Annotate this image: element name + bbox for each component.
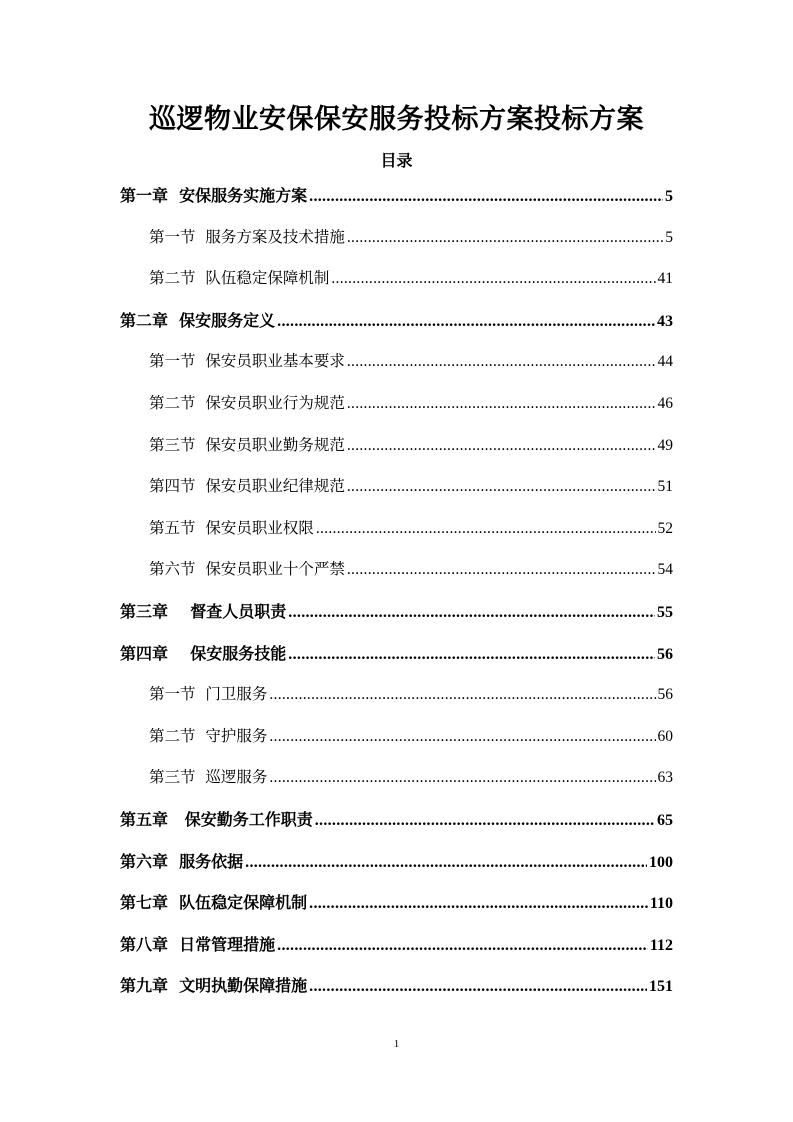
- toc-section-entry[interactable]: [149, 266, 673, 294]
- toc-dot-leader: [245, 854, 647, 872]
- toc-dot-leader: [331, 270, 655, 288]
- toc-entry-page: 54: [657, 561, 673, 579]
- toc-entry-label: 第一章 安保服务实施方案: [120, 186, 308, 205]
- toc-section-entry[interactable]: [149, 724, 673, 752]
- page-number: 1: [393, 1038, 400, 1050]
- toc-entry-label: 第四章 保安服务技能: [120, 643, 287, 663]
- toc-section-entry[interactable]: [149, 391, 673, 419]
- toc-entry-label: 第二节 保安员职业行为规范: [149, 394, 345, 412]
- toc-entry-label: 第一节 保安员职业基本要求: [149, 352, 345, 371]
- toc-entry-page: 56: [657, 686, 673, 704]
- toc-section-entry[interactable]: [149, 225, 673, 253]
- toc-entry-label: 第六节 保安员职业十个严禁: [149, 560, 345, 579]
- toc-section-entry[interactable]: [149, 474, 673, 502]
- toc-dot-leader: [347, 561, 656, 579]
- document-title: 巡逻物业安保保安服务投标方案投标方案: [149, 104, 644, 135]
- toc-chapter-entry[interactable]: [120, 973, 673, 1001]
- toc-entry-label: 第二章 保安服务定义: [120, 310, 276, 330]
- toc-entry-page: 51: [657, 478, 673, 496]
- toc-entry-page: 151: [649, 978, 673, 996]
- toc-dot-leader: [309, 978, 647, 996]
- toc-entry-label: 第五节 保安员职业权限: [149, 518, 314, 537]
- toc-dot-leader: [269, 769, 655, 787]
- toc-entry-page: 5: [665, 228, 673, 246]
- toc-dot-leader: [347, 437, 656, 455]
- toc-dot-leader: [347, 478, 656, 496]
- toc-section-entry[interactable]: [149, 433, 673, 461]
- toc-dot-leader: [288, 646, 655, 664]
- toc-section-entry[interactable]: [149, 349, 673, 377]
- toc-entry-label: 第三章 督查人员职责: [120, 602, 287, 621]
- toc-entry-label: 第五章 保安勤务工作职责: [120, 810, 313, 829]
- toc-entry-page: 55: [657, 604, 673, 621]
- toc-dot-leader: [316, 520, 656, 538]
- toc-entry-page: 56: [657, 645, 673, 663]
- toc-chapter-entry[interactable]: [120, 890, 673, 918]
- toc-section-entry[interactable]: [149, 516, 673, 544]
- toc-entry-page: 41: [657, 270, 673, 288]
- toc-dot-leader: [277, 313, 655, 331]
- toc-chapter-entry[interactable]: [120, 183, 673, 211]
- toc-chapter-entry[interactable]: [120, 599, 673, 627]
- toc-entry-label: 第六章 服务依据: [120, 851, 244, 871]
- toc-chapter-entry[interactable]: [120, 308, 673, 336]
- toc-entry-label: 第八章 日常管理措施: [120, 934, 276, 954]
- toc-entry-page: 112: [649, 936, 673, 954]
- toc-section-entry[interactable]: [149, 557, 673, 585]
- toc-entry-page: 63: [657, 769, 673, 787]
- toc-dot-leader: [309, 895, 648, 913]
- toc-section-entry[interactable]: [149, 682, 673, 710]
- toc-entry-label: 第三节 保安员职业勤务规范: [149, 435, 345, 454]
- toc-dot-leader: [288, 604, 655, 622]
- toc-chapter-entry[interactable]: [120, 849, 673, 877]
- toc-chapter-entry[interactable]: [120, 932, 673, 960]
- toc-entry-label: 第三节 巡逻服务: [149, 768, 268, 787]
- toc-entry-label: 第一节 门卫服务: [149, 685, 268, 704]
- toc-entry-page: 46: [657, 395, 673, 412]
- toc-entry-page: 60: [657, 727, 673, 745]
- toc-entry-page: 43: [657, 312, 673, 330]
- toc-entry-page: 49: [657, 436, 673, 454]
- toc-entry-label: 第七章 队伍稳定保障机制: [120, 893, 308, 913]
- toc-dot-leader: [315, 812, 655, 830]
- toc-entry-page: 65: [657, 812, 673, 829]
- toc-entry-page: 5: [665, 188, 673, 205]
- toc-entry-label: 第九章 文明执勤保障措施: [120, 976, 308, 996]
- toc-entry-label: 第二节 守护服务: [149, 726, 268, 745]
- toc-dot-leader: [269, 728, 655, 746]
- toc-entry-label: 第一节 服务方案及技术措施: [149, 227, 345, 246]
- toc-dot-leader: [347, 229, 663, 247]
- toc-dot-leader: [309, 188, 663, 206]
- toc-entry-label: 第四节 保安员职业纪律规范: [149, 477, 345, 496]
- toc-section-entry[interactable]: [149, 765, 673, 793]
- toc-dot-leader: [277, 937, 648, 955]
- toc-entry-page: 100: [649, 853, 673, 871]
- toc-chapter-entry[interactable]: [120, 807, 673, 835]
- toc-dot-leader: [347, 353, 656, 371]
- toc-dot-leader: [269, 686, 655, 704]
- toc-chapter-entry[interactable]: [120, 641, 673, 669]
- toc-dot-leader: [347, 395, 656, 413]
- toc-heading: 目录: [380, 151, 413, 170]
- toc-entry-page: 44: [657, 353, 673, 371]
- toc-entry-page: 52: [657, 519, 673, 537]
- toc-entry-page: 110: [649, 895, 673, 913]
- toc-entry-label: 第二节 队伍稳定保障机制: [149, 269, 330, 288]
